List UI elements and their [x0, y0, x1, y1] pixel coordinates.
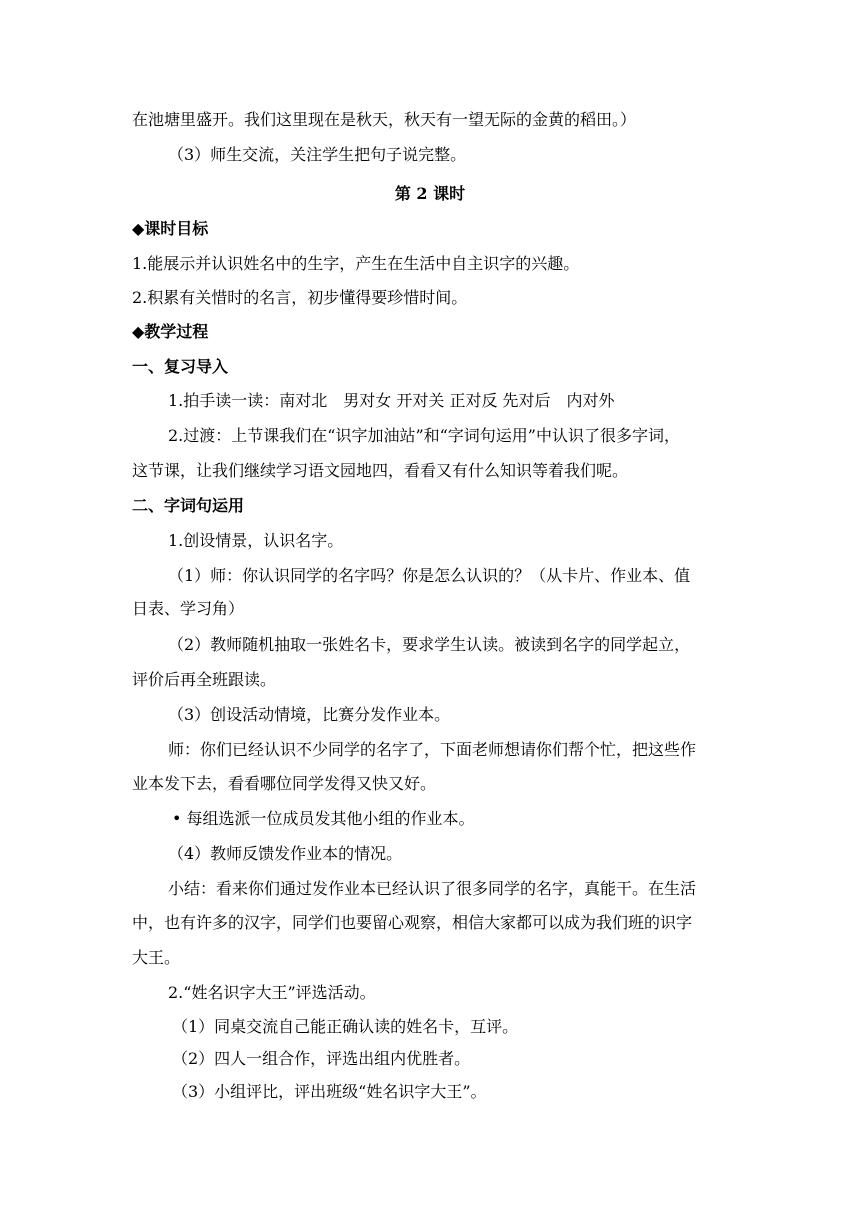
- paragraph-line: （2）教师随机抽取一张姓名卡，要求学生认读。被读到名字的同学起立，: [168, 635, 691, 654]
- paragraph-line: （3）小组评比，评出班级“姓名识字大王”。: [172, 1082, 487, 1101]
- heading-goals: ◆课时目标: [132, 219, 209, 238]
- paragraph-line: （4）教师反馈发作业本的情况。: [168, 844, 403, 863]
- section-title: 第 2 课时: [394, 184, 466, 203]
- bullet-item: • 每组选派一位成员发其他小组的作业本。: [172, 809, 475, 828]
- subheading-words: 二、字词句运用: [132, 496, 245, 515]
- paragraph-line: （2）四人一组合作，评选出组内优胜者。: [172, 1049, 471, 1068]
- goal-item: 2.积累有关惜时的名言，初步懂得要珍惜时间。: [132, 288, 468, 307]
- paragraph-line: 1.拍手读一读：南对北 男对女 开对关 正对反 先对后 内对外: [168, 391, 615, 410]
- paragraph-line: 业本发下去，看看哪位同学发得又快又好。: [132, 774, 437, 793]
- paragraph-line: 小结：看来你们通过发作业本已经认识了很多同学的名字，真能干。在生活: [168, 879, 697, 898]
- paragraph-line: 在池塘里盛开。我们这里现在是秋天，秋天有一望无际的金黄的稻田。）: [132, 110, 637, 129]
- paragraph-line: 2.“姓名识字大王”评选活动。: [168, 983, 376, 1002]
- paragraph-line: 评价后再全班跟读。: [132, 670, 277, 689]
- paragraph-line: 中，也有许多的汉字，同学们也要留心观察，相信大家都可以成为我们班的识字: [132, 913, 693, 932]
- subheading-review: 一、复习导入: [132, 357, 229, 376]
- paragraph-line: 师：你们已经认识不少同学的名字了，下面老师想请你们帮个忙，把这些作: [168, 740, 697, 759]
- goal-item: 1.能展示并认识姓名中的生字，产生在生活中自主识字的兴趣。: [132, 254, 580, 273]
- paragraph-line: 这节课，让我们继续学习语文园地四，看看又有什么知识等着我们呢。: [132, 461, 629, 480]
- paragraph-line: 1.创设情景，认识名字。: [168, 531, 344, 550]
- paragraph-line: （1）同桌交流自己能正确认读的姓名卡，互评。: [172, 1017, 519, 1036]
- paragraph-line: 日表、学习角）: [132, 599, 245, 618]
- heading-process: ◆教学过程: [132, 322, 209, 341]
- paragraph-line: （3）师生交流，关注学生把句子说完整。: [168, 145, 467, 164]
- paragraph-line: （1）师：你认识同学的名字吗？你是怎么认识的？（从卡片、作业本、值: [168, 566, 691, 585]
- paragraph-line: （3）创设活动情境，比赛分发作业本。: [168, 705, 451, 724]
- paragraph-line: 2.过渡：上节课我们在“识字加油站”和“字词句运用”中认识了很多字词，: [168, 426, 680, 445]
- paragraph-line: 大王。: [132, 948, 181, 967]
